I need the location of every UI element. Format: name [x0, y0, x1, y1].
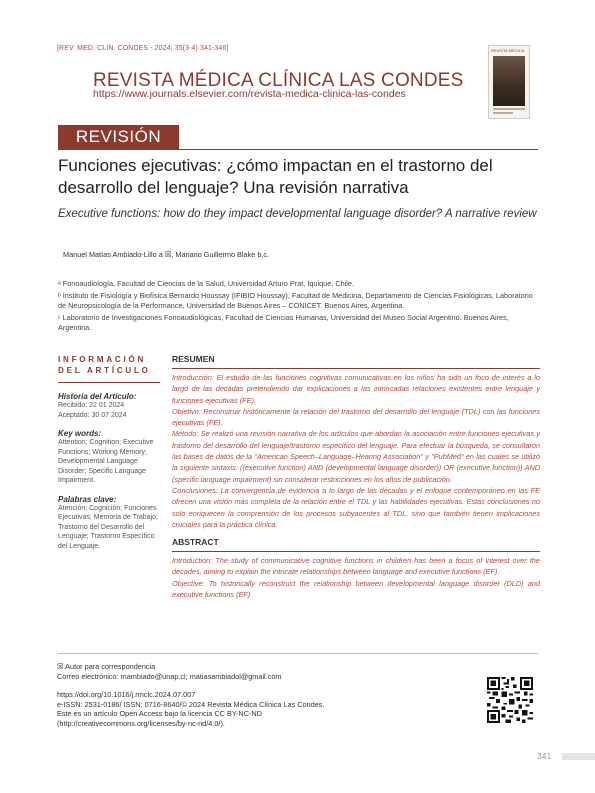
abstract-column — [172, 354, 540, 600]
keywords: Attention; Cognition; Executive Functions; Working Memory; Developmental Language Disorder; Specific Language Impairment. — [58, 439, 154, 484]
resumen-paragraph: Objetivo: Reconstruir históricamente la relación del trastorno del desarrollo del lenguaje (TDL) con las funciones ejecutivas (FE). — [172, 406, 540, 428]
resumen-paragraph: Método: Se realizó una revisión narrativa de los artículos que abordan la asociación entre funciones ejecutivas y trastorno del desarrollo del lenguaje/trastorno específico del lenguaje. Para efectuar la búsqueda, se consultaron las bases de datos de la "American Speech–Language–Hearing Association" y "PubMed" en las cuales se utilizó la siguiente sintaxis: ((executive function) AND (developmental language disorder)) OR (executive function)) AND (specific language impairment) sin considerar restricciones en los años de publicación. — [172, 429, 540, 484]
correspondence-email[interactable]: Correo electrónico: mambiado@unap.cl; matiasambiadol@gmail.com — [57, 671, 282, 681]
page-number: 341 — [537, 751, 552, 761]
resumen-heading: RESUMEN — [172, 354, 215, 364]
received-date: Recibido: 22 01 2024 — [58, 402, 125, 409]
palabras-clave-label: Palabras clave: — [58, 494, 117, 504]
resumen-paragraph: Conclusiones: La convergencia de evidencia a lo largo de las décadas y el enfoque contemporáneo en las FE ofrecen una visión más completa de la relación entre el TDL y las habilidades ejecutivas. Estas conclusiones no solo enriquecen la comprensión de los procesos subyacentes al TDL, sino que también tienen implicaciones cruciales para la práctica clínica. — [172, 485, 540, 529]
history-label: Historia del Artículo: — [58, 392, 137, 401]
license-line: Este es un artículo Open Access bajo la licencia CC BY-NC-ND — [57, 709, 262, 718]
license-url[interactable]: (http://creativecommons.org/licenses/by-nc-nd/4.0/). — [57, 718, 225, 728]
qr-code-icon — [487, 677, 533, 723]
abstract-paragraph: Objective: To historically reconstruct the relationship between developmental language disorder (DLD) and executive functions (EF). — [172, 578, 540, 600]
section-divider — [58, 149, 538, 150]
doi-link[interactable]: https://doi.org/10.1016/j.rmclc.2024.07.007 — [57, 690, 196, 699]
journal-name: REVISTA MÉDICA CLÍNICA LAS CONDES — [93, 70, 464, 91]
palabras-clave: Atención; Cognición; Funciones Ejecutivas; Memoria de Trabajo; Trastorno del Desarrollo del Lenguaje; Trastorno Específico del Lenguaje. — [58, 504, 158, 550]
article-title-english: Executive functions: how do they impact developmental language disorder? A narrative review — [58, 208, 537, 220]
resumen-divider — [172, 368, 540, 369]
citation: [REV. MED. CLIN. CONDES - 2024; 35(3-4) 341-346] — [57, 45, 229, 52]
accepted-date: Aceptado: 30 07 2024 — [58, 411, 127, 419]
publication-info — [57, 690, 387, 728]
footer-divider — [58, 653, 538, 654]
cover-title: REVISTA MÉDICA — [491, 48, 525, 53]
cover-photo — [493, 56, 525, 106]
article-title: Funciones ejecutivas: ¿cómo impactan en el trastorno del desarrollo del lenguaje? Una revisión narrativa — [58, 156, 493, 197]
affiliations — [58, 279, 538, 335]
page-number-bar — [562, 753, 595, 760]
affiliation-b: ᵇ Instituto de Fisiología y Biofísica Bernardo Houssay (IFIBIO Houssay), Facultad de Medicina, Departamento de Ciencias Fisiológicas, Laboratorio de Neuropsicología de la Performance, Universidad de Buenos Aires – CONICET. Buenos Aires, Argentina. — [58, 290, 533, 310]
resumen-paragraph: Introducción: El estudio de las funciones cognitivas comunicativas en los niños ha sido un foco de interés a lo largo de las décadas pretendiendo dar explicaciones a las intrincadas relaciones existentes entre lenguaje y funciones ejecutivas (FE). — [172, 373, 540, 405]
affiliation-c: ᶜ Laboratorio de Investigaciones Fonoaudiológicas, Facultad de Ciencias Humanas, Universidad del Museo Social Argentino. Buenos Aires, Argentina. — [58, 312, 509, 332]
affiliation-a: ᵃ Fonoaudiología, Facultad de Ciencias de la Salud, Universidad Arturo Prat, Iquique, Chile. — [58, 279, 354, 288]
section-label: REVISIÓN — [58, 125, 179, 149]
abstract-divider — [172, 551, 540, 552]
cover-line — [493, 112, 513, 114]
abstract-paragraph: Introduction: The study of communicative cognitive functions in children has been a focus of interest over the decades, aiming to explain the intricate relationships between language and executive functions (EF). — [172, 556, 540, 577]
correspondence — [57, 662, 282, 681]
journal-url[interactable]: https://www.journals.elsevier.com/revista-medica-clinica-las-condes — [93, 88, 406, 100]
abstract-heading: ABSTRACT — [172, 537, 219, 548]
correspondence-label: ☒ Autor para correspondencia — [57, 662, 156, 671]
article-info-heading: INFORMACIÓN DEL ARTÍCULO — [58, 355, 151, 375]
journal-cover-image — [488, 45, 530, 119]
authors: Manuel Matías Ambiado-Lillo a ☒, Mariano Guillermo Blake b,c. — [63, 250, 270, 259]
keywords-label: Key words: — [58, 429, 102, 438]
cover-line — [493, 108, 525, 110]
article-info — [58, 354, 160, 551]
issn-line: e-ISSN: 2531-0186/ ISSN: 0716-8640/© 2024 Revista Médica Clínica Las Condes. — [57, 699, 325, 709]
article-info-divider — [58, 382, 160, 383]
